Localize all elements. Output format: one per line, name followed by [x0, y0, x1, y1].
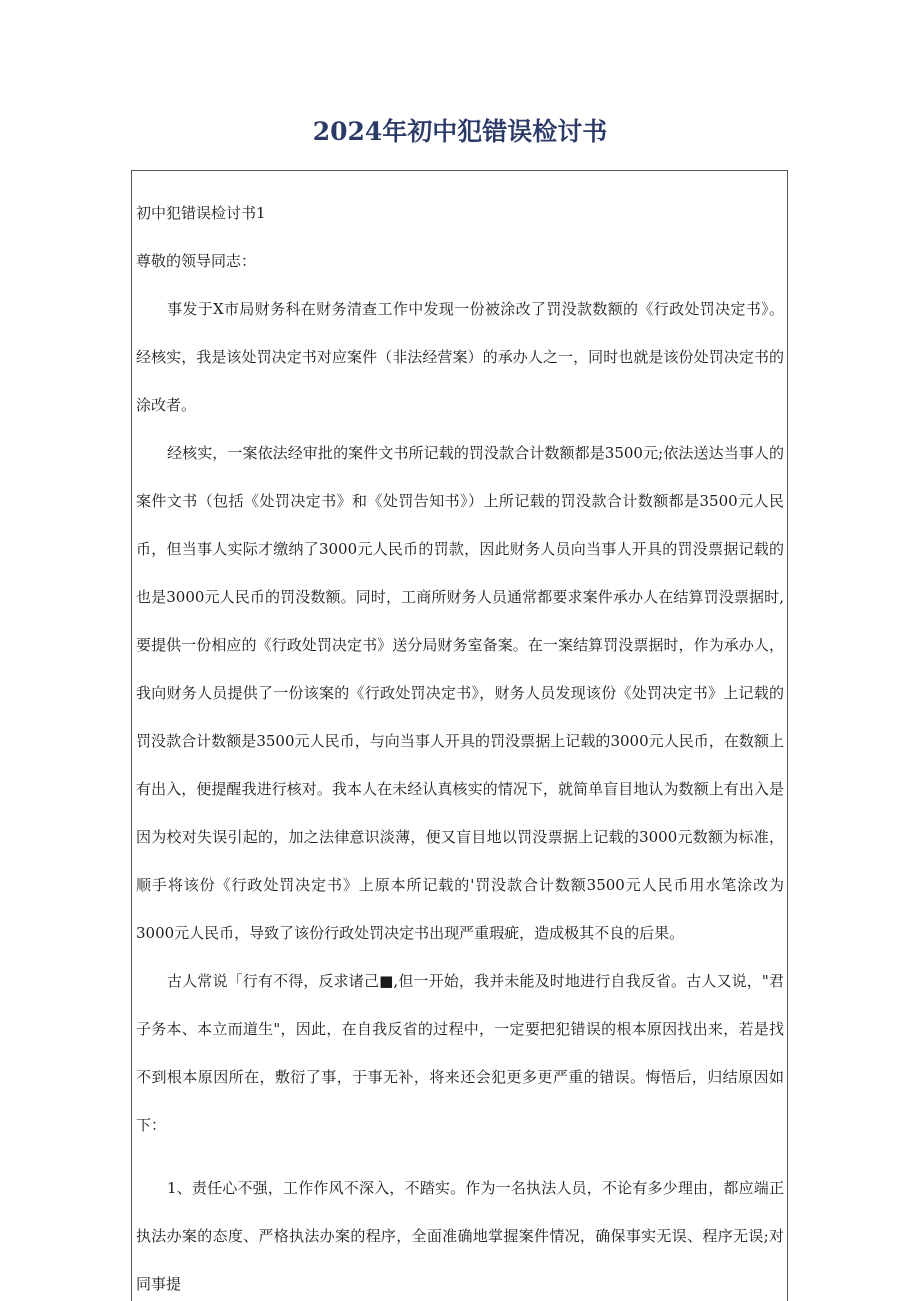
paragraph: 经核实，一案依法经审批的案件文书所记载的罚没款合计数额都是3500元;依法送达当事人的案件文书（包括《处罚决定书》和《处罚告知书》）上所记载的罚没款合计数额都是3500元人民币，但当事人实际才缴纳了3000元人民币的罚款，因此财务人员向当事人开具的罚没票据记载的也是3000元人民币的罚没数额。同时，工商所财务人员通常都要求案件承办人在结算罚没票据时,要提供一份相应的《行政处罚决定书》送分局财务室备案。在一案结算罚没票据时，作为承办人，我向财务人员提供了一份该案的《行政处罚决定书》，财务人员发现该份《处罚决定书》上记载的罚没款合计数额是3500元人民币，与向当事人开具的罚没票据上记载的3000元人民币，在数额上有出入，便提醒我进行核对。我本人在未经认真核实的情况下，就简单盲目地认为数额上有出入是因为校对失误引起的，加之法律意识淡薄，便又盲目地以罚没票据上记载的3000元数额为标准，顺手将该份《行政处罚决定书》上原本所记载的'罚没款合计数额3500元人民币用水笔涂改为3000元人民币，导致了该份行政处罚决定书出现严重瑕疵，造成极其不良的后果。 [136, 444, 784, 942]
paragraph: 古人常说「行有不得，反求诸己■,但一开始，我并未能及时地进行自我反省。古人又说，"君子务本、本立而道生"，因此，在自我反省的过程中，一定要把犯错误的根本原因找出来，若是找不到根本原因所在，敷衍了事，于事无补，将来还会犯更多更严重的错误。悔悟后，归结原因如下： [136, 972, 784, 1134]
salutation: 尊敬的领导同志： [136, 252, 257, 270]
paragraph: 1、责任心不强，工作作风不深入，不踏实。作为一名执法人员，不论有多少理由，都应端正执法办案的态度、严格执法办案的程序，全面准确地掌握案件情况，确保事实无误、程序无误;对同事提 [136, 1179, 784, 1293]
document-title: 2024年初中犯错误检讨书 [312, 117, 608, 146]
document-frame [131, 170, 788, 1301]
document-body [136, 189, 784, 1301]
paragraph: 事发于X市局财务科在财务清查工作中发现一份被涂改了罚没款数额的《行政处罚决定书》。经核实，我是该处罚决定书对应案件（非法经营案）的承办人之一，同时也就是该份处罚决定书的涂改者。 [136, 300, 784, 414]
section-heading: 初中犯错误检讨书1 [136, 204, 266, 222]
